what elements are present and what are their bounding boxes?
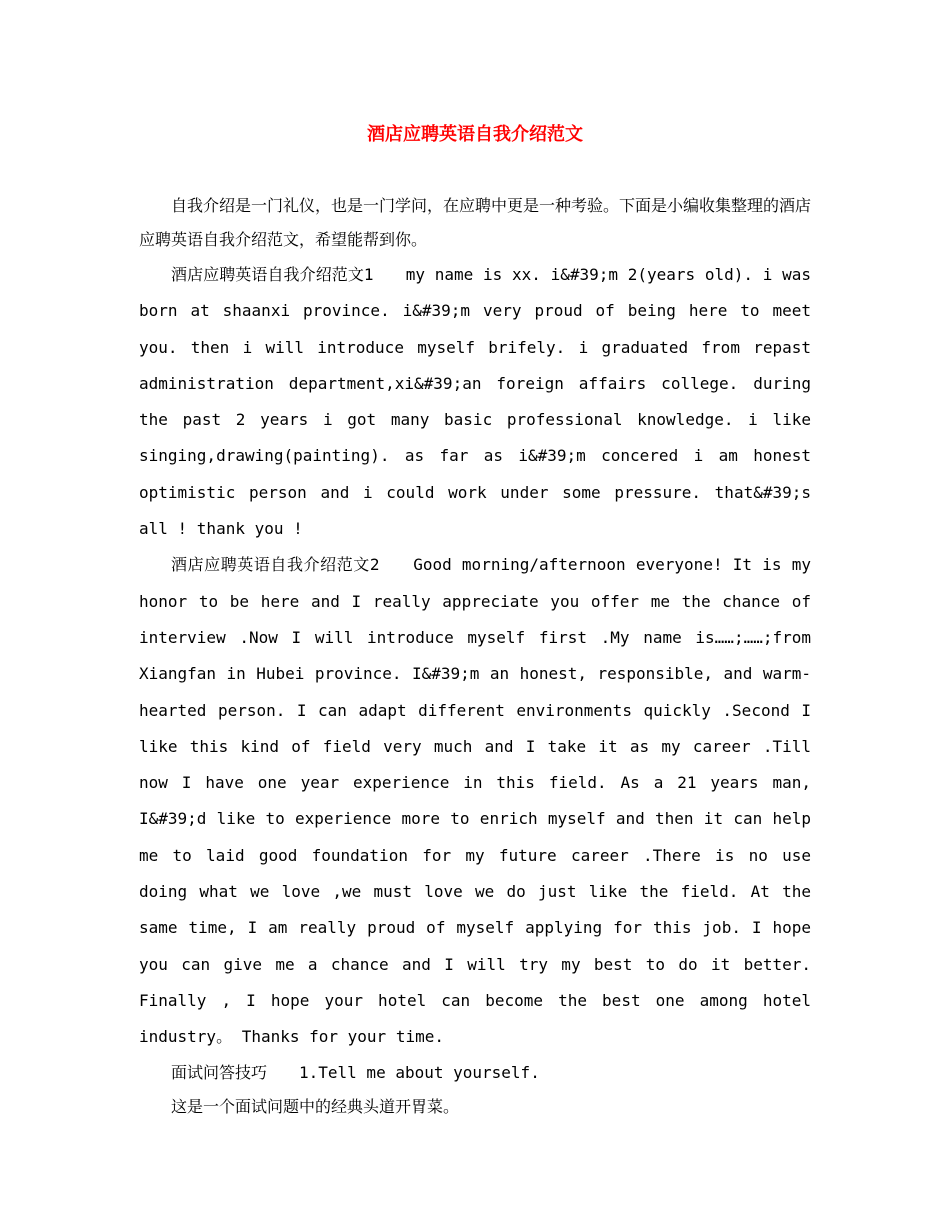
- interview-tips-paragraph: 面试问答技巧 1.Tell me about yourself.: [171, 1062, 540, 1082]
- intro-paragraph: 自我介绍是一门礼仪，也是一门学问，在应聘中更是一种考验。下面是小编收集整理的酒店应聘英语自我介绍范文，希望能帮到你。: [139, 196, 812, 249]
- classic-question-paragraph: 这是一个面试问题中的经典头道开胃菜。: [171, 1096, 460, 1116]
- document-title: 酒店应聘英语自我介绍范文: [367, 124, 583, 145]
- document-body: [139, 189, 811, 1124]
- sample-1-paragraph: 酒店应聘英语自我介绍范文1 my name is xx. i&#39;m 2(years old). i was born at shaanxi province. i&#39;m very proud of being here to meet you. then i will introduce myself brifely. i graduated from repast administration department,xi&#39;an foreign affairs college. during the past 2 years i got many basic professional knowledge. i like singing,drawing(painting). as far as i&#39;m concered i am honest optimistic person and i could work under some pressure. that&#39;s all ! thank you !: [139, 265, 811, 539]
- sample-2-paragraph: 酒店应聘英语自我介绍范文2 Good morning/afternoon everyone! It is my honor to be here and I really appreciate you offer me the chance of interview .Now I will introduce myself first .My name is……;……;from Xiangfan in Hubei province. I&#39;m an honest, responsible, and warm-hearted person. I can adapt different environments quickly .Second I like this kind of field very much and I take it as my career .Till now I have one year experience in this field. As a 21 years man, I&#39;d like to experience more to enrich myself and then it can help me to laid good foundation for my future career .There is no use doing what we love ,we must love we do just like the field. At the same time, I am really proud of myself applying for this job. I hope you can give me a chance and I will try my best to do it better. Finally , I hope your hotel can become the best one among hotel industry。 Thanks for your time.: [139, 555, 811, 1047]
